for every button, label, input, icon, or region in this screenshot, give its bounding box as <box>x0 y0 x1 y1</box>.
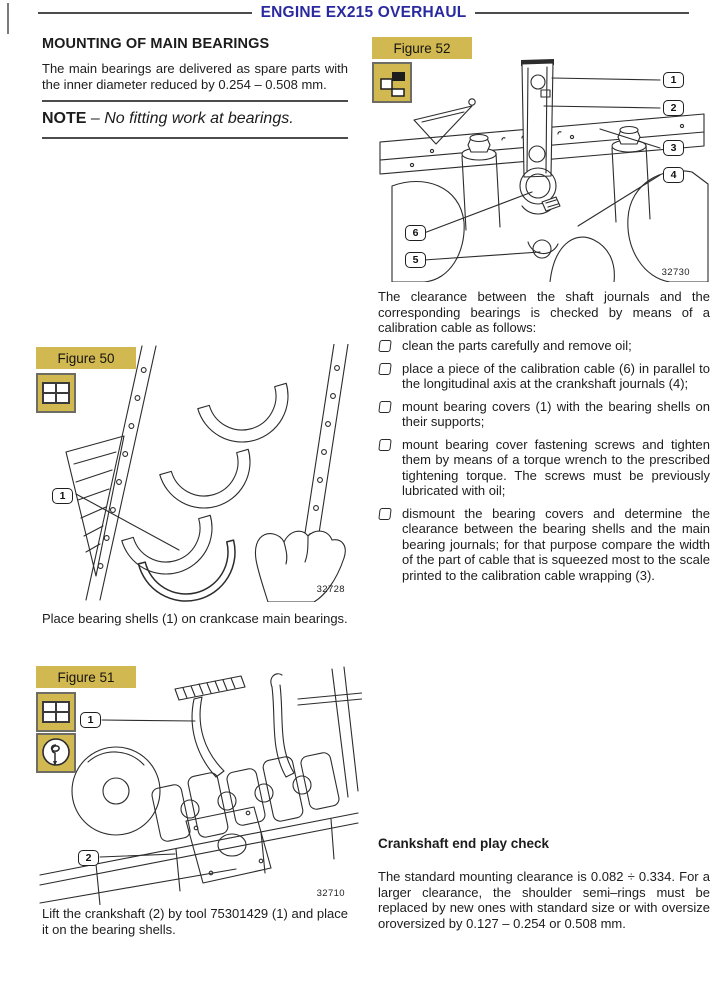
figure50-label <box>36 347 136 369</box>
figure50-line-art-crankcase-bearing-shells <box>36 344 362 602</box>
figure51-line-art-crankshaft-lifting <box>36 663 362 905</box>
figure52-callout-3 <box>663 140 684 156</box>
figure52-line-art-calibration-cable-check <box>372 34 710 282</box>
figure-50 <box>36 344 362 602</box>
checklist-item <box>378 399 710 430</box>
figure50-callout-1 <box>52 488 73 504</box>
note-block <box>42 100 348 139</box>
page-header <box>38 4 689 22</box>
page-edge-mark <box>7 3 9 34</box>
callout-number: 1 <box>87 714 94 726</box>
figure50-caption: Place bearing shells (1) on crankcase main bearings. <box>42 611 348 626</box>
figure51-caption: Lift the crankshaft (2) by tool 75301429 (1) and place it on the bearing shells. <box>42 906 348 937</box>
figure50-ref-number: 32728 <box>316 584 345 595</box>
callout-number: 2 <box>85 852 92 864</box>
checklist-item-text: mount bearing covers (1) with the bearing shells on their supports; <box>402 398 710 429</box>
figure52-callout-4 <box>663 167 684 183</box>
header-rule-right <box>475 12 689 14</box>
figure52-callout-5 <box>405 252 426 268</box>
figure52-ref-number: 32730 <box>661 267 690 278</box>
figure-52 <box>372 34 710 282</box>
checklist-item-text: mount bearing cover fastening screws and tighten them by means of a torque wrench to the prescribed tightening torque. The screws must be previously lubricated with oil; <box>402 436 710 498</box>
figure52-label-text: Figure 52 <box>393 40 451 56</box>
section-title: MOUNTING OF MAIN BEARINGS <box>42 36 270 52</box>
callout-number: 5 <box>412 254 419 266</box>
callout-number: 2 <box>670 102 677 114</box>
intro-paragraph: The main bearings are delivered as spare parts with the inner diameter reduced by 0.254 – 0.508 mm. <box>42 61 348 92</box>
checklist-item <box>378 506 710 584</box>
figure51-ref-number: 32710 <box>316 888 345 899</box>
callout-number: 1 <box>59 490 66 502</box>
note-label: NOTE <box>42 110 87 127</box>
figure52-callout-2 <box>663 100 684 116</box>
figure50-label-text: Figure 50 <box>57 350 115 366</box>
checklist-item-text: dismount the bearing covers and determine the clearance between the bearing shells and the main bearing journals; for that purpose compare the width of the part of cable that is squeezed most to the scale printed to the calibration cable wrapping (3). <box>402 505 710 583</box>
figure51-window-grid-icon <box>36 692 76 732</box>
checkbox-icon <box>378 363 391 375</box>
checklist-item-text: clean the parts carefully and remove oil; <box>402 338 632 353</box>
figure52-label <box>372 37 472 59</box>
figure51-label-text: Figure 51 <box>57 669 115 685</box>
callout-number: 6 <box>412 227 419 239</box>
figure51-label <box>36 666 136 688</box>
checklist-item <box>378 437 710 499</box>
checkbox-icon <box>378 340 391 352</box>
callout-number: 4 <box>670 169 677 181</box>
endplay-section-title: Crankshaft end play check <box>378 836 550 851</box>
callout-number: 1 <box>670 74 677 86</box>
callout-number: 3 <box>670 142 677 154</box>
endplay-paragraph: The standard mounting clearance is 0.082 ÷ 0.334. For a larger clearance, the shoulder semi–rings must be replaced by new ones with standard size or with oversize oroversized by 0.127 – 0.254 or 0.508 mm. <box>378 869 710 931</box>
clearance-intro-paragraph: The clearance between the shaft journals and the corresponding bearings is checked by means of a calibration cable as follows: <box>378 289 710 336</box>
checklist-item-text: place a piece of the calibration cable (6) in parallel to the longitudinal axis at the crankshaft journals (4); <box>402 360 710 391</box>
checklist-item <box>378 361 710 392</box>
checkbox-icon <box>378 401 391 413</box>
checklist-item <box>378 338 710 354</box>
header-rule-left <box>38 12 252 14</box>
figure51-special-tool-icon <box>36 733 76 773</box>
procedure-checklist <box>378 338 710 590</box>
page-title: ENGINE EX215 OVERHAUL <box>260 4 467 21</box>
figure-51 <box>36 663 362 905</box>
checkbox-icon <box>378 508 391 520</box>
figure52-callout-1 <box>663 72 684 88</box>
checkbox-icon <box>378 439 391 451</box>
note-text: – No fitting work at bearings. <box>90 110 294 127</box>
figure52-section-detail-icon <box>372 62 412 103</box>
figure52-callout-6 <box>405 225 426 241</box>
figure51-callout-2 <box>78 850 99 866</box>
figure51-callout-1 <box>80 712 101 728</box>
figure50-window-grid-icon <box>36 373 76 413</box>
